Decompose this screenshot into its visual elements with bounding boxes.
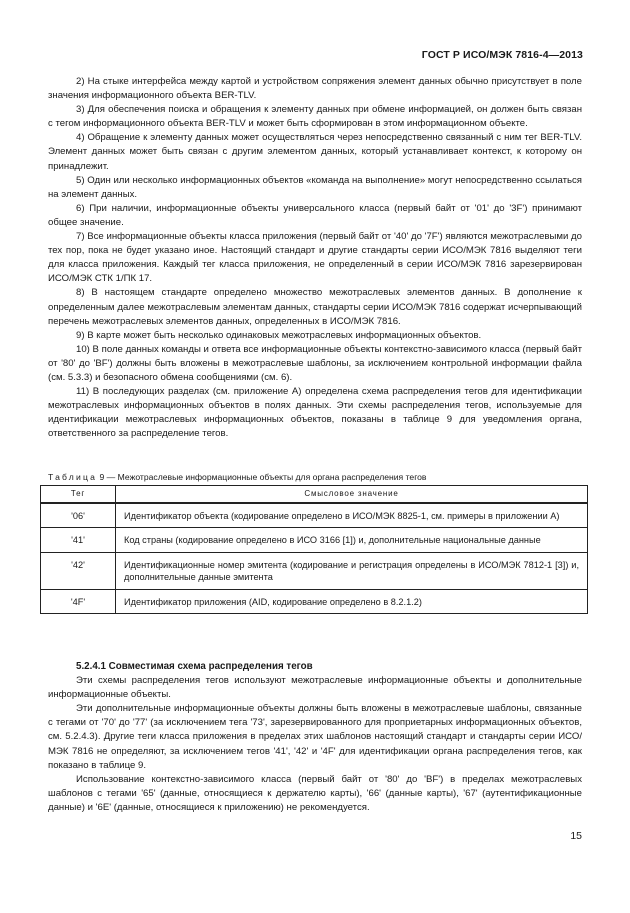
table-row: [41, 589, 588, 613]
note-paragraph: 4) Обращение к элементу данных может осуществляться через непосредственно связанный с ним тег BER-TLV. Элемент данных может быть связан с другим элементом данных, который устанавливает контекст, к которому он принадлежит.: [48, 132, 582, 172]
meaning-cell: Код страны (кодирование определено в ИСО 3166 [1]) и, дополнительные национальные данные: [116, 528, 588, 552]
table-header-row: [41, 486, 588, 504]
column-header-meaning: Смысловое значение: [116, 486, 588, 504]
meaning-cell: Идентификационные номер эмитента (кодирование и регистрация определены в ИСО/МЭК 7812-1 [3]) и, дополнительные данные эмитента: [116, 552, 588, 589]
note-paragraph: 11) В последующих разделах (см. приложение А) определена схема распределения тегов для идентификации межотраслевых информационных объектов в полях данных. Эти схемы распределения тегов, используемые для идентификации межотраслевых информационных объектов, показаны в таблице 9 для уведомления органа, ответственного за распределение тегов.: [48, 386, 582, 440]
note-paragraph: 6) При наличии, информационные объекты универсального класса (первый байт от '01' до '3F') принимают общее значение.: [48, 202, 582, 228]
section-paragraph: Эти дополнительные информационные объекты должны быть вложены в межотраслевые шаблоны, связанные с тегами от '70' до '77' (за исключением тега '73', зарезервированного для проприетарных информационных объектов, см. 5.2.4.3). Другие теги класса приложения в пределах этих шаблонов настоящий стандарт и стандарты серии ИСО/МЭК 7816 не определяют, за исключением тегов '41', '42' и '4F' для идентификации органа распределения тегов, как показано в таблице 9.: [48, 703, 582, 771]
note-paragraph: 8) В настоящем стандарте определено множество межотраслевых элементов данных. В дополнение к определенным далее межотраслевым элементам данных, стандарты серии ИСО/МЭК 7816 содержат исчерпывающий перечень межотраслевых элементов данных, определенных в ИСО/МЭК 7816.: [48, 287, 582, 327]
notes-list: [48, 75, 582, 441]
tag-allocation-table: [40, 485, 588, 614]
tag-cell: '4F': [41, 589, 116, 613]
table-row: [41, 528, 588, 552]
section-paragraph: Эти схемы распределения тегов используют межотраслевые информационные объекты и дополнительные информационные объекты.: [48, 675, 582, 701]
section-heading: 5.2.4.1 Совместимая схема распределения тегов: [76, 661, 313, 672]
standard-header: ГОСТ Р ИСО/МЭК 7816-4—2013: [421, 49, 583, 61]
note-paragraph: 2) На стыке интерфейса между картой и устройством сопряжения элемент данных обычно присутствует в поле значения информационного объекта BER-TLV.: [48, 76, 582, 102]
meaning-cell: Идентификатор объекта (кодирование определено в ИСО/МЭК 8825-1, см. примеры в приложении А): [116, 503, 588, 528]
note-paragraph: 7) Все информационные объекты класса приложения (первый байт от '40' до '7F') являются межотраслевыми до тех пор, пока не будет указано иное. Настоящий стандарт и другие стандарты серии ИСО/МЭК 7816 выделяют теги для класса приложения. Каждый тег класса приложения, не определенный в серии ИСО/МЭК 7816 зарезервирован ИСО/МЭК СТК 1/ПК 17.: [48, 231, 582, 285]
section-5-2-4-1: [48, 660, 582, 815]
meaning-cell: Идентификатор приложения (AID, кодирование определено в 8.2.1.2): [116, 589, 588, 613]
note-paragraph: 3) Для обеспечения поиска и обращения к элементу данных при обмене информацией, он должен быть связан с тегом информационного объекта BER-TLV и может быть сформирован в этом информационном объекте.: [48, 104, 582, 130]
note-paragraph: 10) В поле данных команды и ответа все информационные объекты контекстно-зависимого класса (первый байт от '80' до 'BF') должны быть вложены в межотраслевые шаблоны, за исключением контрольной информации файла (см. 5.3.3) и безопасного обмена сообщениями (см. 6).: [48, 343, 582, 383]
table-caption-word: Таблица: [48, 472, 98, 482]
table-caption: [48, 471, 588, 483]
section-paragraph: Использование контекстно-зависимого класса (первый байт от '80' до 'BF') в пределах межотраслевых шаблонов с тегами '65' (данные, относящиеся к держателю карты), '66' (данные карты), '67' (аутентификационные данные) и '6E' (данные, относящиеся к приложению) не рекомендуется.: [48, 773, 582, 813]
table-row: [41, 503, 588, 528]
page-number: 15: [570, 830, 582, 842]
tag-cell: '06': [41, 503, 116, 528]
note-paragraph: 9) В карте может быть несколько одинаковых межотраслевых информационных объектов.: [76, 329, 482, 341]
tag-cell: '42': [41, 552, 116, 589]
tag-cell: '41': [41, 528, 116, 552]
table-caption-text: 9 — Межотраслевые информационные объекты для органа распределения тегов: [97, 472, 427, 482]
note-paragraph: 5) Один или несколько информационных объектов «команда на выполнение» могут непосредственно ссылаться на элемент данных.: [48, 174, 582, 200]
table-row: [41, 552, 588, 589]
column-header-tag: Тег: [41, 486, 116, 504]
